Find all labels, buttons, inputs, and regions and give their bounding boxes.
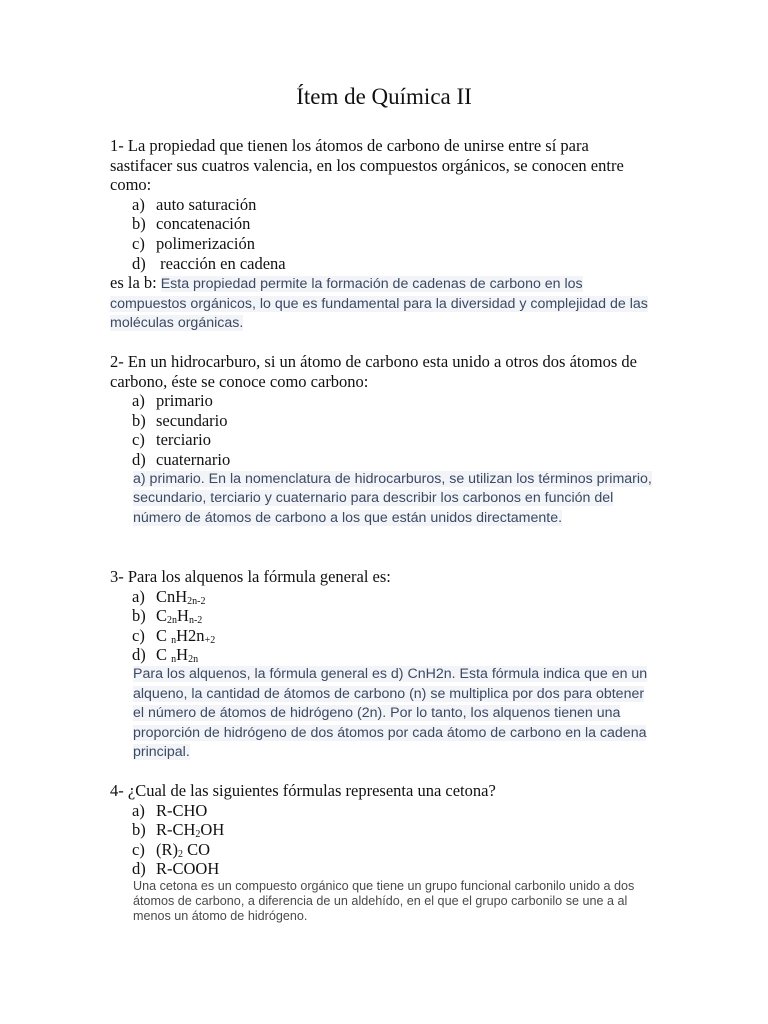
- option-1b: b) concatenación: [132, 214, 251, 234]
- answer-1: [110, 273, 655, 334]
- formula-3a: CnH$_{2n-2}$: [156, 586, 206, 607]
- formula-3c: C $_nH2n_{+2}$: [156, 625, 216, 646]
- question-1-options: [110, 195, 655, 273]
- answer-4: Una cetona es un compuesto orgánico que tiene un grupo funcional carbonilo unido a dos átomos de carbono, a diferencia de un aldehído, en el que el grupo carbonilo se une a al menos un átomo de hidrógeno.: [133, 878, 635, 923]
- question-3-options: [110, 587, 655, 665]
- answer-1-text: Esta propiedad permite la formación de cadenas de carbono en los compuestos orgánicos, lo que es fundamental para la diversidad y complejidad de las moléculas orgánicas.: [110, 276, 648, 332]
- question-3: [110, 567, 655, 763]
- option-4c: c) $(R)_2$ CO: [132, 839, 211, 860]
- option-1a: a) auto saturación: [132, 194, 257, 214]
- document-title: Ítem de Química II: [296, 84, 472, 109]
- option-2b: b) secundario: [132, 410, 228, 430]
- option-4a: a) R-CHO: [132, 800, 208, 820]
- option-2d: d) cuaternario: [132, 449, 231, 469]
- question-2-text: 2- En un hidrocarburo, si un átomo de carbono esta unido a otros dos átomos de carbono, éste se conoce como carbono:: [110, 352, 637, 391]
- question-1: [110, 136, 655, 334]
- option-3d: d) C $_nH_{2n}$: [132, 645, 199, 666]
- question-2: [110, 352, 655, 528]
- option-3c: c) C $_nH2n_{+2}$: [132, 625, 216, 646]
- question-4-options: [110, 801, 655, 879]
- answer-3-text: Para los alquenos, la fórmula general es d) CnH2n. Esta fórmula indica que en un alqueno, la cantidad de átomos de carbono (n) se multiplica por dos para obtener el número de átomos de hidrógeno (2n). Por lo tanto, los alquenos tienen una proporción de hidrógeno de dos átomos por cada átomo de carbono en la cadena principal.: [133, 665, 648, 761]
- question-4-text: 4- ¿Cual de las siguientes fórmulas representa una cetona?: [110, 781, 496, 800]
- answer-1-lead: es la b:: [110, 273, 157, 293]
- formula-3b: $C_{2n}H_{n-2}$: [156, 606, 203, 627]
- formula-4c: $(R)_2$ CO: [156, 839, 211, 860]
- question-4: [110, 781, 655, 924]
- option-1c: c) polimerización: [132, 233, 255, 253]
- option-2a: a) primario: [132, 391, 213, 411]
- question-1-text: 1- La propiedad que tienen los átomos de carbono de unirse entre sí para sastifacer sus cuatros valencia, en los compuestos orgánicos, se conocen entre como:: [110, 136, 624, 195]
- option-4b: b) $R-CH_2OH$: [132, 820, 225, 841]
- answer-3: [133, 665, 655, 763]
- option-4d: d) R-COOH: [132, 859, 220, 879]
- question-2-options: [110, 391, 655, 469]
- option-1d: d) reacción en cadena: [132, 253, 286, 273]
- question-3-text: 3- Para los alquenos la fórmula general es:: [110, 567, 391, 586]
- answer-2: [133, 470, 655, 529]
- option-2c: c) terciario: [132, 430, 211, 450]
- option-3b: b) $C_{2n}H_{n-2}$: [132, 606, 203, 627]
- option-3a: a) CnH$_{2n-2}$: [132, 586, 206, 607]
- formula-3d: C $_nH_{2n}$: [156, 645, 199, 666]
- formula-4b: $R-CH_2OH$: [156, 820, 225, 841]
- answer-2-text: a) primario. En la nomenclatura de hidrocarburos, se utilizan los términos primario, secundario, terciario y cuaternario para describir los carbonos en función del número de átomos de carbono a los que están unidos directamente.: [133, 470, 652, 526]
